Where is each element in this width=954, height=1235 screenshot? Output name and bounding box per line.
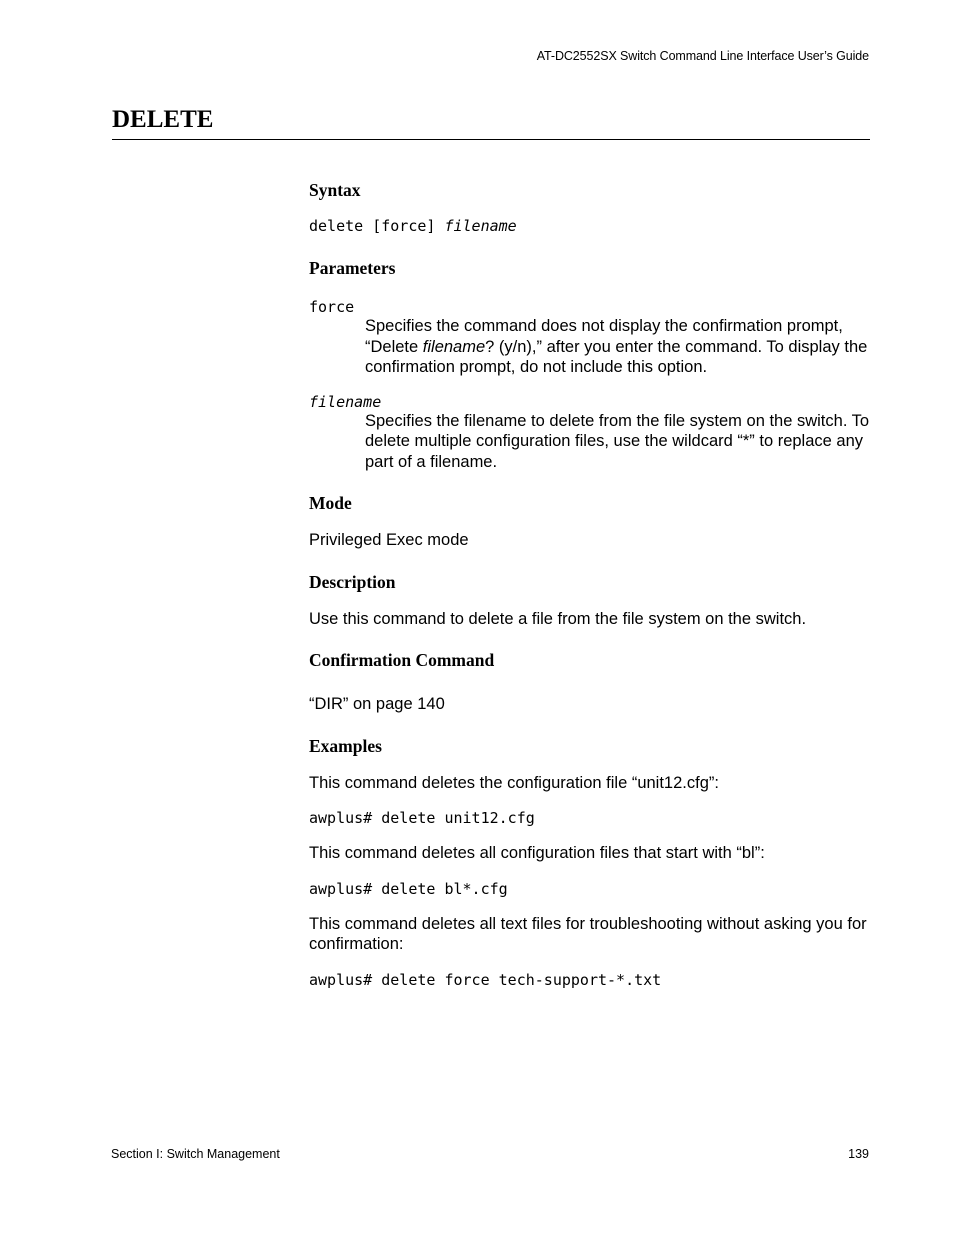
- param-force-name: force: [309, 298, 355, 316]
- title-rule: [112, 139, 870, 140]
- example-1-text: This command deletes the configuration file “unit12.cfg”:: [309, 773, 719, 792]
- example-3-code: awplus# delete force tech-support-*.txt: [309, 970, 662, 989]
- syntax-heading: Syntax: [309, 180, 361, 200]
- confirmation-link[interactable]: “DIR” on page 140: [309, 695, 445, 713]
- content: [309, 180, 874, 989]
- param-filename-name: filename: [309, 392, 382, 411]
- description-text: Use this command to delete a file from the file system on the switch.: [309, 609, 807, 628]
- syntax-command-text: delete [force]: [309, 217, 445, 235]
- syntax-command: [309, 217, 874, 235]
- param-filename-desc: Specifies the filename to delete from the file system on the switch. To delete multiple configuration files, use the wildcard “*” to replace any part of a filename.: [365, 411, 870, 471]
- example-3-text: This command deletes all text files for troubleshooting without asking you for confirmation:: [309, 914, 867, 953]
- description-heading: Description: [309, 571, 396, 592]
- param-force-desc: Specifies the command does not display the confirmation prompt, “Delete filename? (y/n),” after you enter the command. To display the confirmation prompt, do not include this option.: [365, 317, 868, 376]
- parameters-heading: Parameters: [309, 258, 396, 278]
- example-1-code: awplus# delete unit12.cfg: [309, 809, 535, 827]
- param-force: [309, 298, 874, 378]
- mode-text: Privileged Exec mode: [309, 531, 469, 549]
- examples-heading: Examples: [309, 735, 382, 756]
- page-title: DELETE: [112, 106, 214, 133]
- syntax-command-arg: filename: [444, 217, 517, 235]
- mode-heading: Mode: [309, 493, 352, 513]
- confirmation-heading: Confirmation Command: [309, 650, 495, 670]
- param-filename: [309, 393, 874, 473]
- footer-page-number: 139: [848, 1147, 869, 1161]
- example-2-text: This command deletes all configuration files that start with “bl”:: [309, 844, 765, 862]
- example-2-code: awplus# delete bl*.cfg: [309, 879, 508, 898]
- footer-section: Section I: Switch Management: [111, 1147, 280, 1161]
- header-guide-title: AT-DC2552SX Switch Command Line Interface User’s Guide: [536, 49, 869, 63]
